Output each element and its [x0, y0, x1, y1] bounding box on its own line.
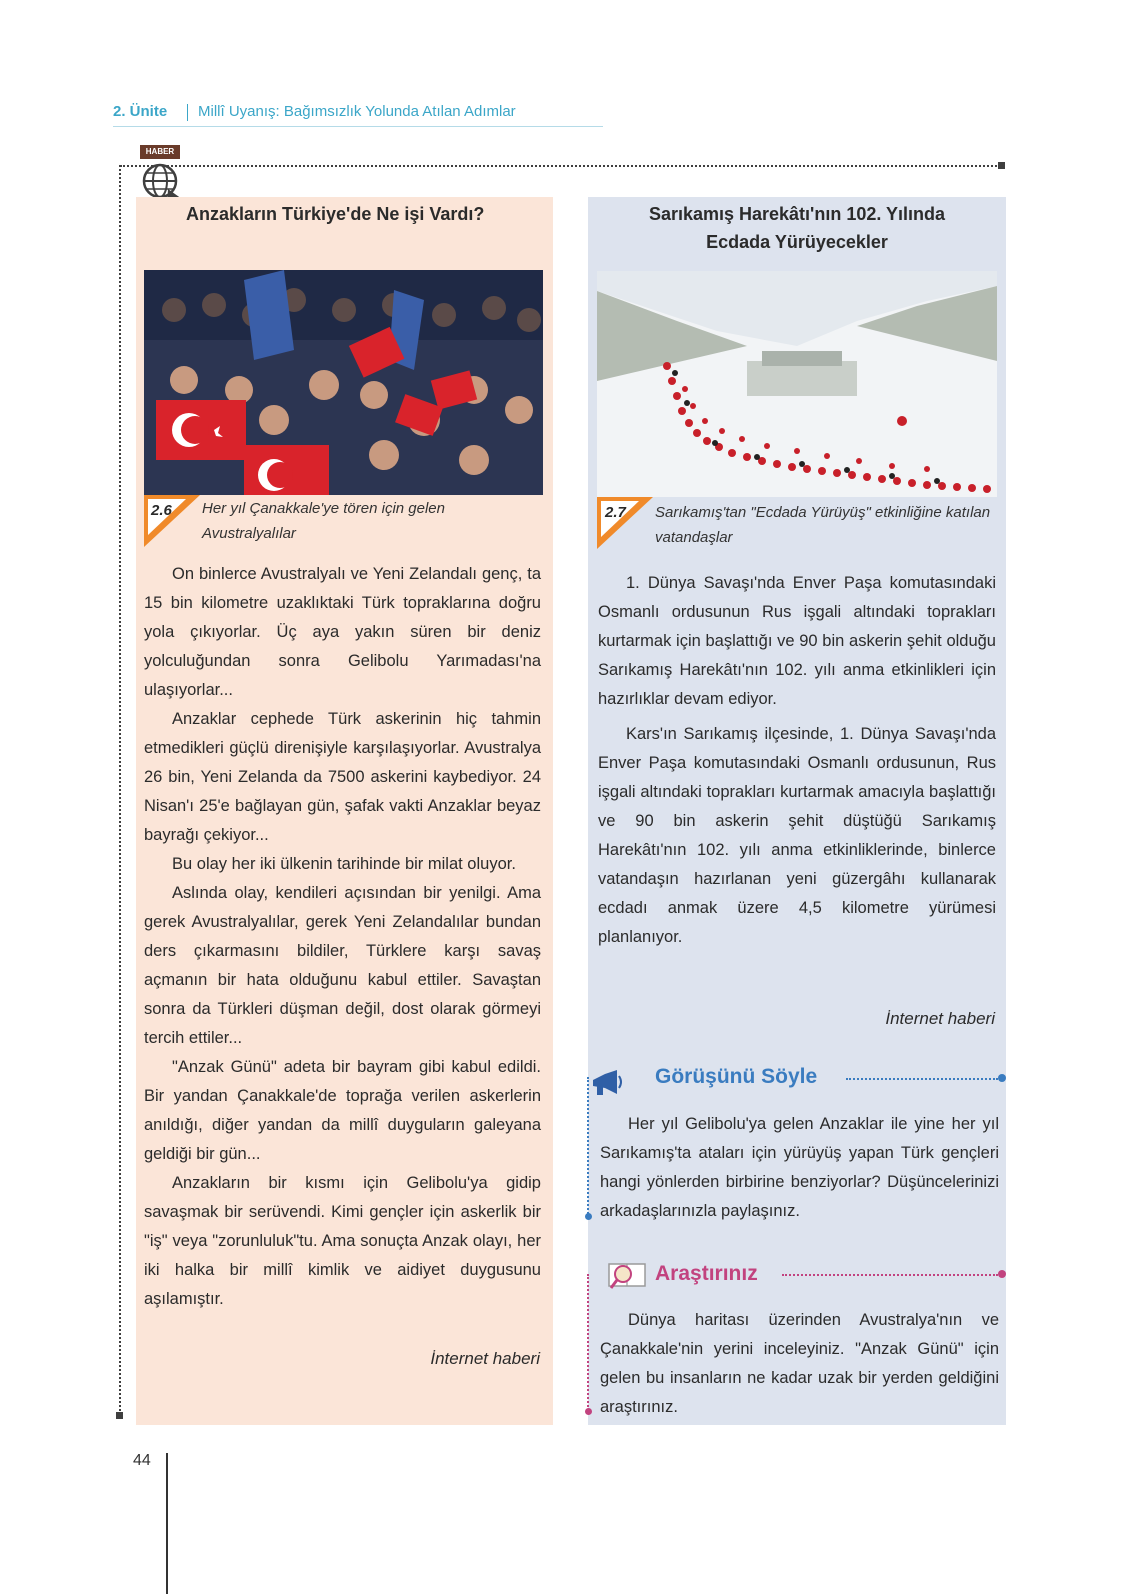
arastir-dot-marker: [585, 1408, 592, 1415]
right-source: İnternet haberi: [885, 1009, 995, 1028]
snow-march-image: [597, 271, 997, 497]
gorus-rule: [846, 1078, 998, 1080]
left-caption: Her yıl Çanakkale'ye tören için gelen Avustralyalılar: [202, 500, 445, 542]
right-news-title: [588, 200, 1006, 256]
left-paragraph: Bu olay her iki ülkenin tarihinde bir milat oluyor.: [172, 855, 516, 873]
unit-title: Millî Uyanış: Bağımsızlık Yolunda Atılan Adımlar: [198, 103, 516, 120]
frame-top-line: [120, 165, 1000, 167]
news-badge-label: HABER: [140, 145, 180, 159]
unit-label: 2. Ünite: [113, 103, 168, 120]
gorus-rule-end: [998, 1074, 1006, 1082]
left-news-title: Anzakların Türkiye'de Ne işi Vardı?: [186, 204, 485, 224]
magnifier-book-icon: [607, 1260, 649, 1290]
header-rule: [113, 126, 603, 127]
left-caption-number: 2.6: [151, 502, 172, 519]
arastir-rule: [782, 1274, 998, 1276]
left-paragraph: Anzaklar cephede Türk askerinin hiç tahmin etmedikleri güçlü direnişiyle karşılaşıyorlar. Avustralya 26 bin, Yeni Zelanda da 7500 askerini kaybediyor. 24 Nisan'ı 25'e bağlayan gün, şafak vakti Anzaklar beyaz bayrağı çekiyor...: [144, 710, 541, 844]
right-paragraph: 1. Dünya Savaşı'nda Enver Paşa komutasındaki Osmanlı ordusunun Rus işgali altındaki toprakları kurtarmak için başlattığı ve 90 bin askerin şehit olduğu Sarıkamış Harekâtı'nın 102. yılı anma etkinlikleri için hazırlıklar devam ediyor.: [598, 574, 996, 708]
arastir-rule-end: [998, 1270, 1006, 1278]
page-number: 44: [133, 1452, 151, 1469]
left-paragraph: Anzakların bir kısmı için Gelibolu'ya gidip savaşmak bir serüvendi. Kimi gençler için askerlik bir "iş" veya "zorunluluk"tu. Ama sonuçta Anzak olayı, her iki halka bir millî kimlik ve aidiyet duygusunu aşılamıştır.: [144, 1174, 541, 1308]
arastir-text: [600, 1306, 999, 1422]
sarikamis-march-photo: [597, 271, 997, 497]
right-paragraph: Kars'ın Sarıkamış ilçesinde, 1. Dünya Savaşı'nda Enver Paşa komutasındaki Osmanlı ordusunun, Rus işgali altındaki toprakları kurtarmak amacıyla başlattığı ve 90 bin askerin şehit düştüğü Sarıkamış Harekâtı'nın 102. yılı anma etkinliklerinde, binlerce vatandaşın hazırlanan yeni güzergâhı kullanarak ecdadı anmak üzere 4,5 kilometre yürümesi planlanıyor.: [598, 725, 996, 946]
anzac-crowd-image: [144, 270, 543, 495]
arastir-paragraph: Dünya haritası üzerinden Avustralya'nın ve Çanakkale'nin yerini inceleyiniz. "Anzak Günü" için gelen bu insanların ne kadar uzak bir yerden geldiğini araştırınız.: [600, 1311, 999, 1416]
gorus-title: Görüşünü Söyle: [655, 1065, 818, 1088]
left-article-body: [144, 560, 541, 1314]
arastir-left-dots: [587, 1274, 590, 1414]
left-source: İnternet haberi: [430, 1349, 540, 1368]
right-title-line-2: Ecdada Yürüyecekler: [706, 232, 888, 252]
left-paragraph: "Anzak Günü" adeta bir bayram gibi kabul edildi. Bir yandan Çanakkale'de toprağa verilen askerlerin anıldığı, diğer yandan da millî duyguların galeyana geldiği bir gün...: [144, 1058, 541, 1163]
page-number-rule: [166, 1453, 168, 1594]
gorus-paragraph: Her yıl Gelibolu'ya gelen Anzaklar ile yine her yıl Sarıkamış'ta ataları için yürüyüş yapan Türk gençleri hangi yönlerden birbirine benziyorlar? Düşüncelerinizi arkadaşlarınızla paylaşınız.: [600, 1115, 999, 1220]
right-caption: Sarıkamış'tan "Ecdada Yürüyüş" etkinliğine katılan vatandaşlar: [655, 504, 991, 546]
right-caption-number: 2.7: [605, 504, 626, 521]
left-paragraph: On binlerce Avustralyalı ve Yeni Zelandalı genç, ta 15 bin kilometre uzaklıktaki Türk topraklarına doğru yola çıkıyorlar. Üç aya yakın süren bir deniz yolculuğundan sonra Gelibolu Yarımadası'na ulaşıyorlar...: [144, 565, 541, 699]
gorus-text: [600, 1110, 999, 1226]
left-paragraph: Aslında olay, kendileri açısından bir yenilgi. Ama gerek Avustralyalılar, gerek Yeni Zelandalılar bundan ders çıkarmasını bildiler, Türklere karşı savaş açmanın bir hata olduğunu kabul ettiler. Savaştan sonra da Türkleri düşman değil, dost olarak görmeyi tercih ettiler...: [144, 884, 541, 1047]
frame-left-line: [119, 165, 121, 1415]
unit-separator: [187, 104, 188, 121]
right-title-line-1: Sarıkamış Harekâtı'nın 102. Yılında: [648, 204, 946, 224]
gorus-left-dots: [587, 1077, 590, 1217]
right-article-body: [598, 569, 996, 952]
anzac-crowd-photo: [144, 270, 543, 495]
frame-end-marker: [116, 1412, 123, 1419]
gorus-dot-marker: [585, 1213, 592, 1220]
megaphone-icon: [589, 1068, 621, 1098]
frame-end-marker: [998, 162, 1005, 169]
arastir-title: Araştırınız: [655, 1262, 758, 1285]
